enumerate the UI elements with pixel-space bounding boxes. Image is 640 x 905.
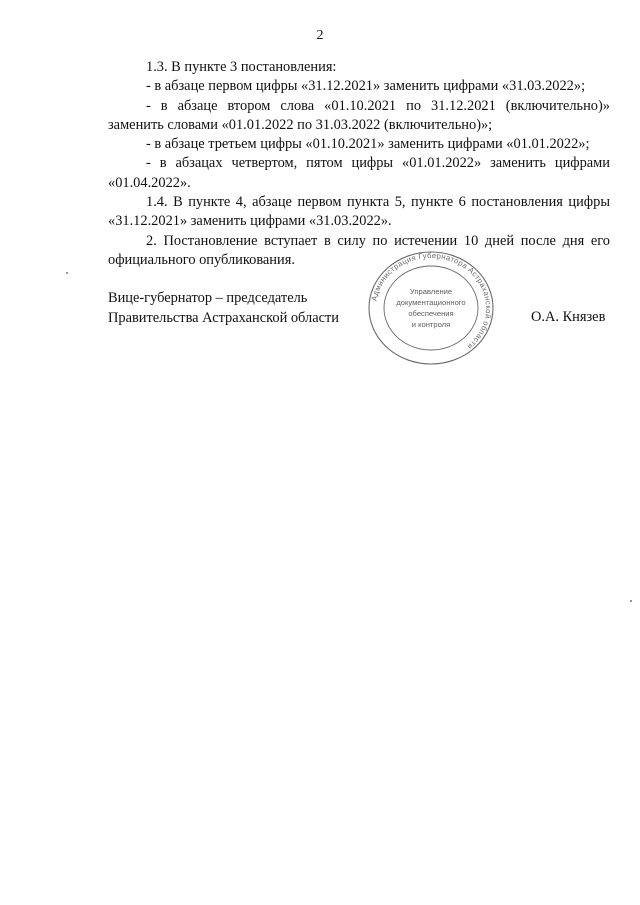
stamp-center-line-4: и контроля xyxy=(411,320,451,329)
paragraph-1-4: 1.4. В пункте 4, абзаце первом пункта 5, пункте 6 постановления цифры «31.12.2021» заменить цифрами «31.03.2022». xyxy=(108,194,610,230)
stamp-ring-text: Администрация Губернатора Астраханской области xyxy=(369,250,494,352)
stamp-center-line-3: обеспечения xyxy=(408,309,454,318)
signatory-position xyxy=(108,289,339,328)
document-body xyxy=(108,58,610,270)
signatory-position-line-2: Правительства Астраханской области xyxy=(108,309,339,326)
paragraph-1-3-item-3: - в абзаце третьем цифры «01.10.2021» заменить цифрами «01.01.2022»; xyxy=(146,136,590,153)
signatory-position-line-1: Вице-губернатор – председатель xyxy=(108,290,308,306)
official-stamp xyxy=(365,250,497,366)
scan-speck xyxy=(66,272,68,274)
paragraph-1-3-item-4: - в абзацах четвертом, пятом цифры «01.01.2022» заменить цифрами «01.04.2022». xyxy=(108,155,610,191)
scan-speck xyxy=(630,600,632,602)
paragraph-1-3: 1.3. В пункте 3 постановления: xyxy=(146,59,337,75)
page-number: 2 xyxy=(316,28,324,43)
stamp-center-line-1: Управление xyxy=(409,287,453,296)
stamp-inner-ring xyxy=(384,266,478,350)
stamp-center-line-2: документационного xyxy=(396,298,466,307)
paragraph-1-3-item-1: - в абзаце первом цифры «31.12.2021» заменить цифрами «31.03.2022»; xyxy=(146,78,586,95)
paragraph-1-3-item-2: - в абзаце втором слова «01.10.2021 по 31.12.2021 (включительно)» заменить словами «01.01.2022 по 31.03.2022 (включительно)»; xyxy=(108,97,610,133)
paragraph-2: 2. Постановление вступает в силу по истечении 10 дней после дня его официального опубликования. xyxy=(108,232,610,268)
signatory-name: О.А. Князев xyxy=(531,309,606,325)
